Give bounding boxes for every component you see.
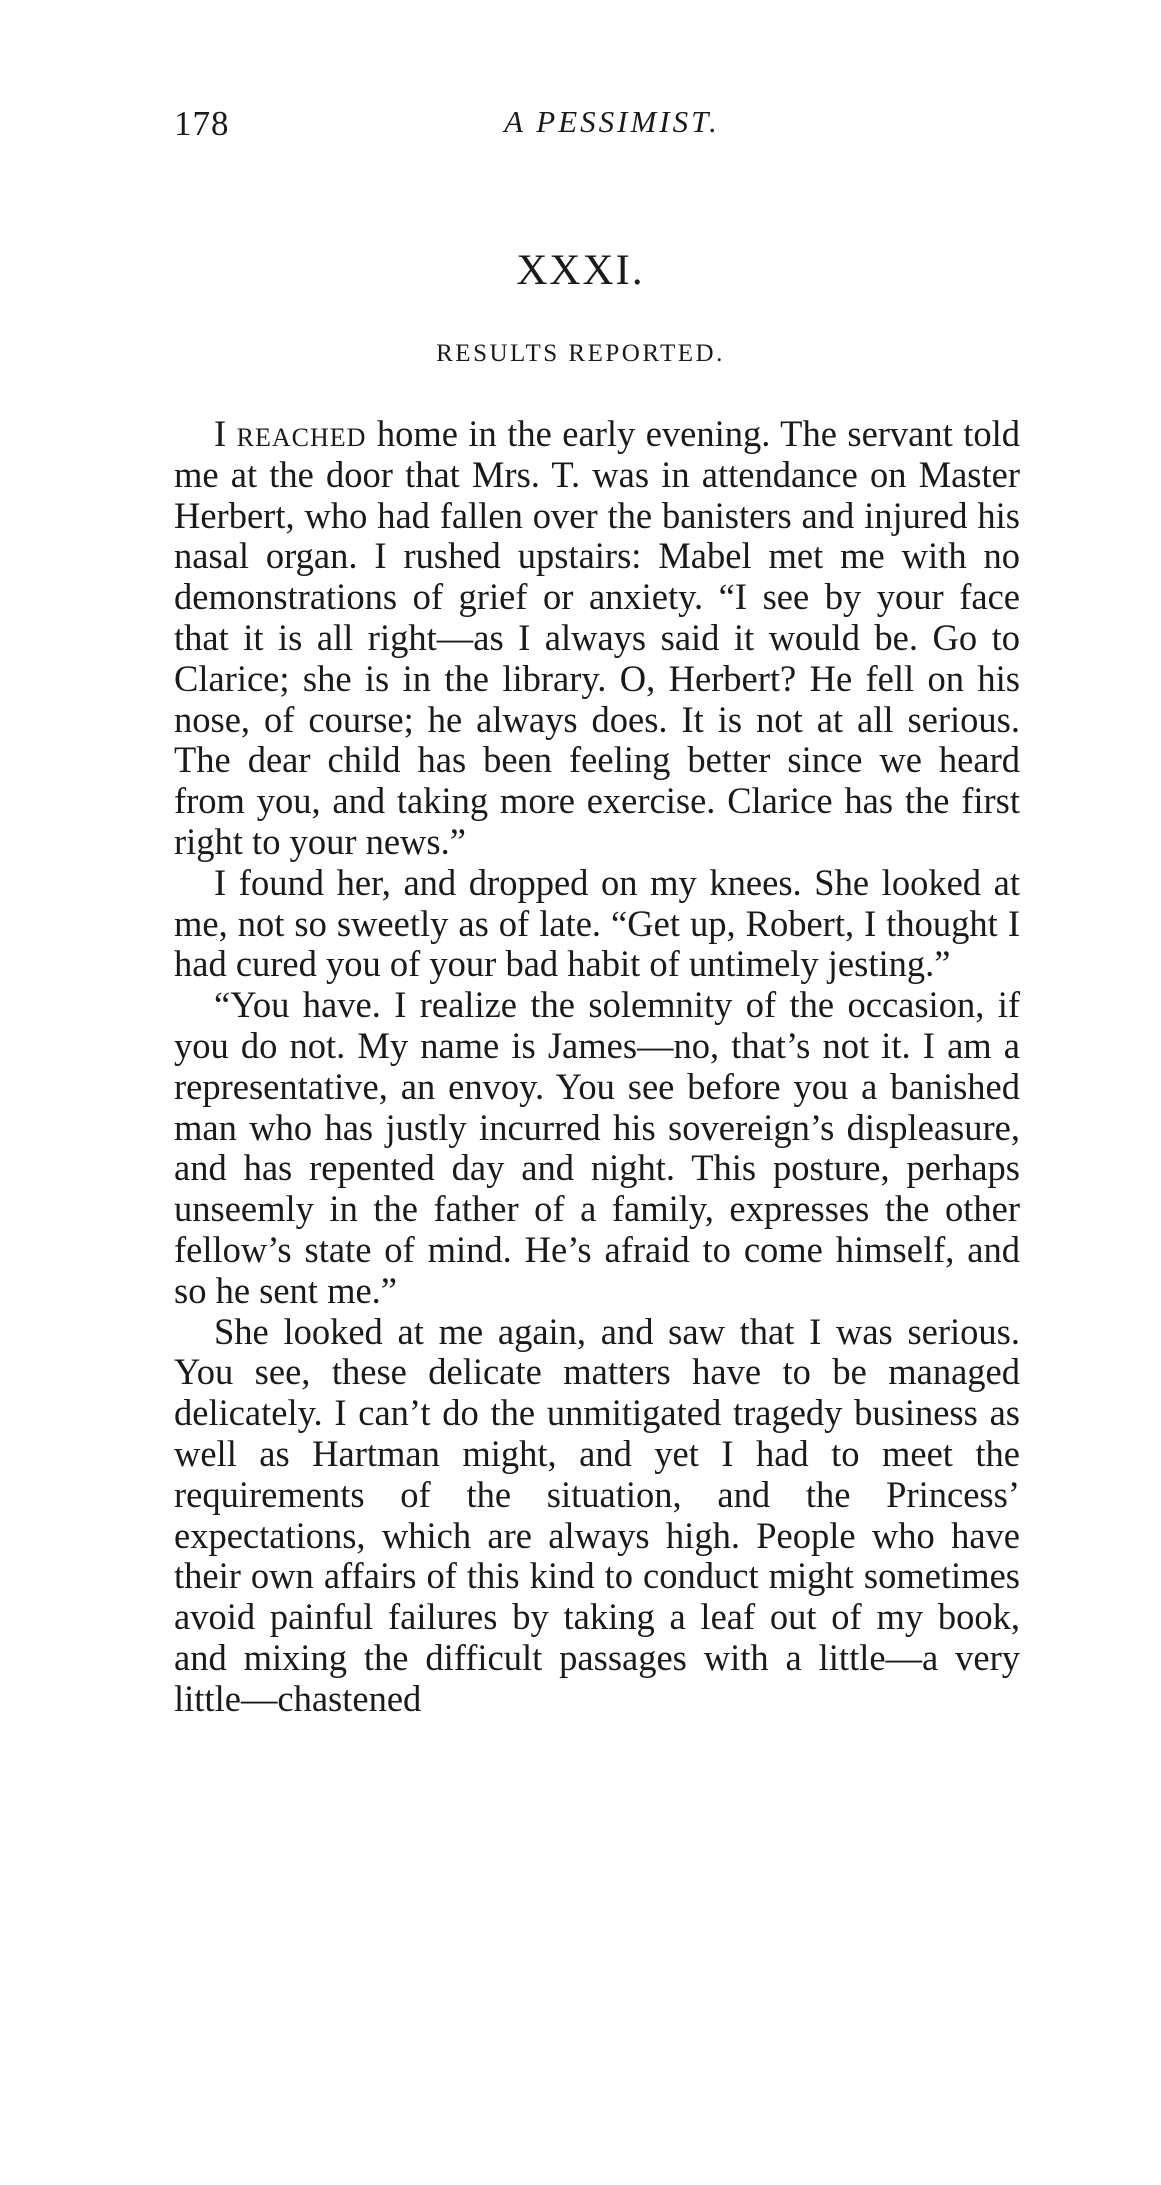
paragraph-4: She looked at me again, and saw that I was serious. You see, these delicate matters have to be managed delicately. I can’t do the unmitigated tragedy business as well as Hartman might, and yet I had to meet the requirements of the situation, and the Princess’ expectations, which are always high. People who have their own affairs of this kind to conduct might sometimes avoid painful failures by taking a leaf out of my book, and mixing the difficult passages with a little—a very little—chastened <box>174 1310 1020 1719</box>
paragraph-3: “You have. I realize the solemnity of the occasion, if you do not. My name is James—no, that’s not it. I am a representative, an envoy. You see before you a banished man who has justly incurred his sovereign’s displeasure, and has repented day and night. This posture, perhaps unseemly in the father of a family, expresses the other fellow’s state of mind. He’s afraid to come himself, and so he sent me.” <box>174 984 1020 1311</box>
paragraph-1-text: home in the early evening. The servant told me at the door that Mrs. T. was in attendance on Master Herbert, who had fallen over the banisters and injured his nasal organ. I rushed upstairs: Mabel met me with no demonstrations of grief or anxiety. “I see by your face that it is all right—as I always said it would be. Go to Clarice; she is in the library. O, Herbert? He fell on his nose, of course; he always does. It is not at all serious. The dear child has been feeling better since we heard from you, and taking more exercise. Clarice has the first right to your news.” <box>174 413 1021 862</box>
running-head <box>174 104 1020 154</box>
chapter-number: XXXI. <box>516 247 645 294</box>
chapter-body <box>174 414 1020 1720</box>
paragraph-2: I found her, and dropped on my knees. She looked at me, not so sweetly as of late. “Get up, Robert, I thought I had cured you of your bad habit of untimely jesting.” <box>174 861 1020 985</box>
paragraph-1 <box>174 414 1020 863</box>
paragraph-1-small-caps-word: reached <box>236 413 367 454</box>
running-title: A PESSIMIST. <box>504 104 720 139</box>
chapter-title: RESULTS REPORTED. <box>436 340 725 367</box>
page-number: 178 <box>174 104 230 143</box>
paragraph-1-lead: I <box>214 413 237 454</box>
